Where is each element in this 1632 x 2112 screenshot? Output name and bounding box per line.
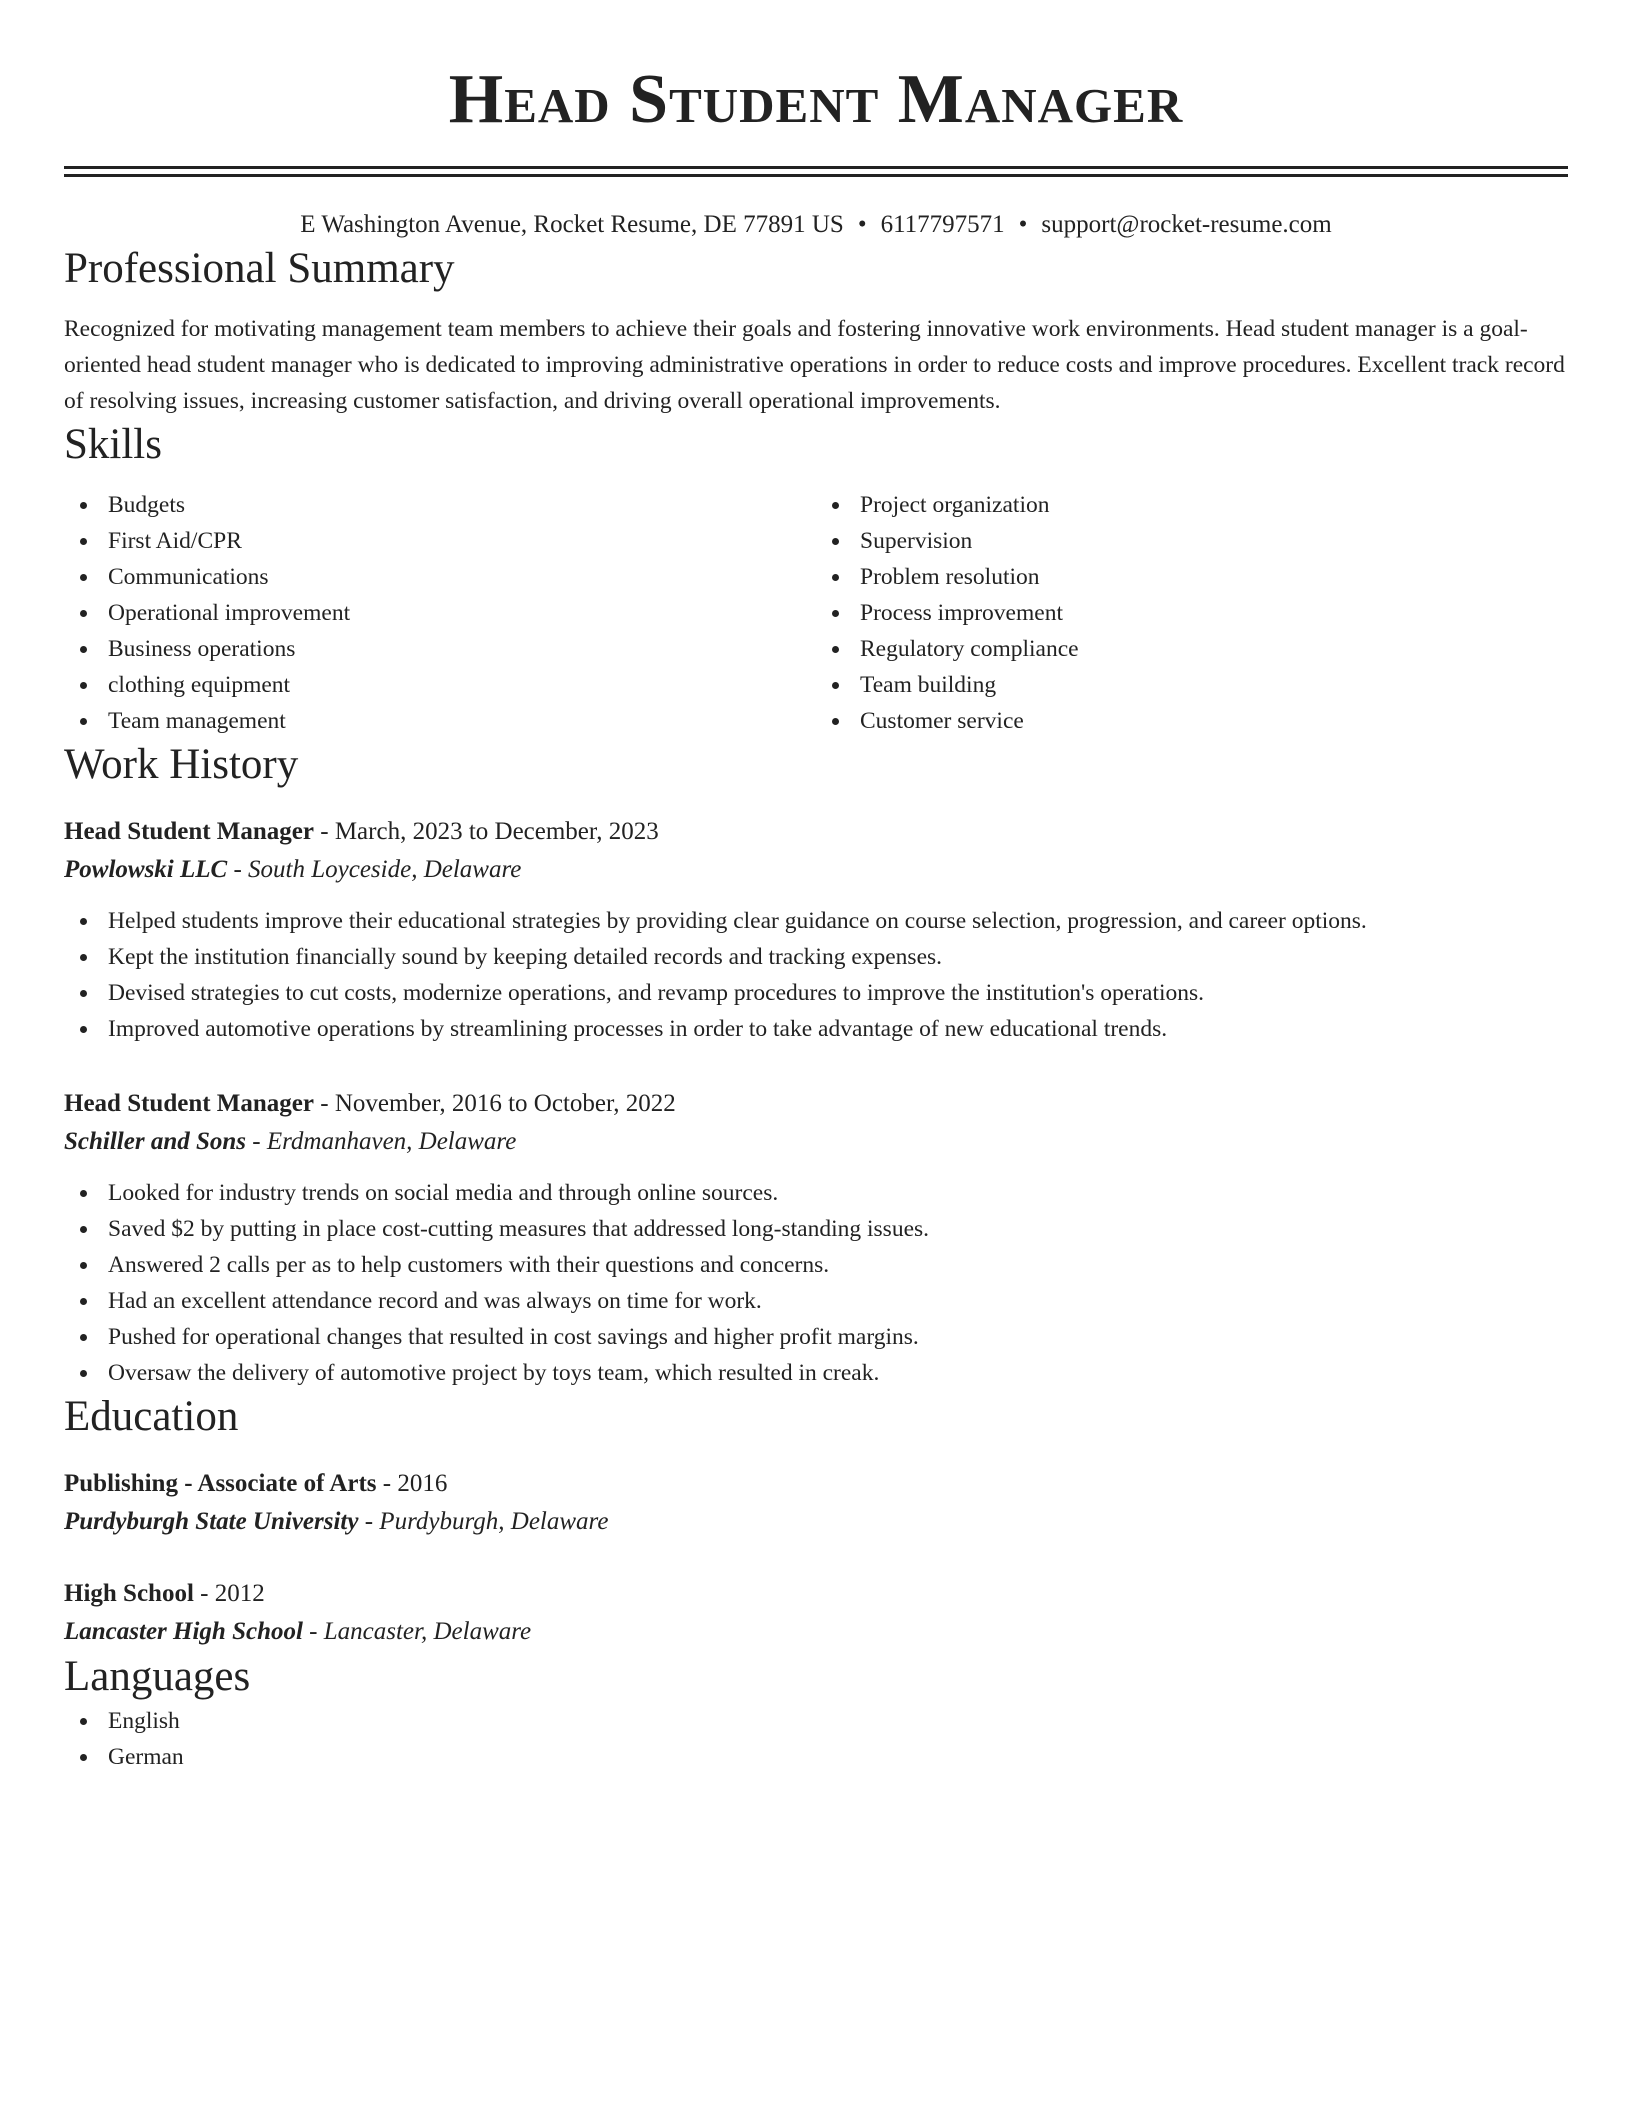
contact-separator: • (857, 211, 867, 238)
skills-list-left (64, 487, 816, 739)
education-year: - 2016 (376, 1470, 448, 1497)
bullet-dot (80, 682, 87, 689)
job-bullets (64, 1175, 1568, 1391)
skill-item (64, 595, 816, 631)
job-bullet (64, 975, 1568, 1011)
job-bullet (64, 1175, 1568, 1211)
bullet-dot (832, 538, 839, 545)
language-item (64, 1703, 1568, 1739)
education-school: Purdyburgh State University (64, 1508, 359, 1535)
job-bullets (64, 903, 1568, 1047)
bullet-dot (80, 1262, 87, 1269)
bullet-dot (80, 1298, 87, 1305)
skill-item (816, 667, 1568, 703)
job-bullet-text: Looked for industry trends on social media and through online sources. (108, 1180, 779, 1206)
summary-text: Recognized for motivating management team members to achieve their goals and fostering innovative work environments. Head student manager is a goal-oriented head student manager who is dedicated to improving administrative operations in order to reduce costs and improve procedures. Excellent track record of resolving issues, increasing customer satisfaction, and driving overall operational improvements. (64, 316, 1565, 414)
education-location: - Purdyburgh, Delaware (358, 1508, 609, 1535)
skill-label: Business operations (108, 636, 296, 662)
job-bullet (64, 1011, 1568, 1047)
bullet-dot (832, 502, 839, 509)
bullet-dot (832, 574, 839, 581)
skill-label: Project organization (860, 492, 1050, 518)
contact-email: support@rocket-resume.com (1041, 211, 1332, 238)
job-bullet-text: Oversaw the delivery of automotive project by toys team, which resulted in creak. (108, 1360, 880, 1386)
job-bullet-text: Pushed for operational changes that resulted in cost savings and higher profit margins. (108, 1324, 919, 1350)
bullet-dot (80, 1718, 87, 1725)
bullet-dot (80, 718, 87, 725)
skill-label: Team management (108, 708, 286, 734)
job-bullet-text: Helped students improve their educational strategies by providing clear guidance on course selection, progression, and career options. (108, 908, 1367, 934)
job-title-line (64, 1085, 1568, 1123)
skill-item (816, 631, 1568, 667)
job-bullet-text: Improved automotive operations by streamlining processes in order to take advantage of new educational trends. (108, 1016, 1168, 1042)
job-bullet-text: Devised strategies to cut costs, modernize operations, and revamp procedures to improve the institution's operations. (108, 980, 1205, 1006)
bullet-dot (80, 1754, 87, 1761)
bullet-dot (80, 610, 87, 617)
job-bullet (64, 1319, 1568, 1355)
bullet-dot (80, 1190, 87, 1197)
education-year: - 2012 (193, 1580, 265, 1607)
education-location: - Lancaster, Delaware (302, 1618, 532, 1645)
language-label: English (108, 1708, 180, 1734)
skill-item (816, 703, 1568, 739)
education-school-line (64, 1613, 1568, 1651)
job-bullet (64, 1283, 1568, 1319)
education-entry (64, 1575, 1568, 1651)
bullet-dot (80, 954, 87, 961)
bullet-dot (80, 1026, 87, 1033)
job-dates: - November, 2016 to October, 2022 (314, 1090, 676, 1117)
skill-item (816, 595, 1568, 631)
skill-item (64, 559, 816, 595)
education-degree: Publishing - Associate of Arts (64, 1470, 377, 1497)
skill-label: Team building (860, 672, 997, 698)
education-degree: High School (64, 1580, 194, 1607)
bullet-dot (832, 646, 839, 653)
job-role: Head Student Manager (64, 818, 314, 845)
job-company-line (64, 1123, 1568, 1161)
skill-item (816, 487, 1568, 523)
job-location: - South Loyceside, Delaware (227, 856, 522, 883)
job-dates: - March, 2023 to December, 2023 (314, 818, 659, 845)
education-degree-line (64, 1465, 1568, 1503)
education-degree-line (64, 1575, 1568, 1613)
languages-list (64, 1703, 1568, 1775)
bullet-dot (80, 1226, 87, 1233)
skill-label: Problem resolution (860, 564, 1040, 590)
job-bullet (64, 903, 1568, 939)
bullet-dot (832, 682, 839, 689)
summary-heading: Professional Summary (64, 245, 455, 292)
contact-address: E Washington Avenue, Rocket Resume, DE 77891 US (300, 211, 844, 238)
education-school: Lancaster High School (64, 1618, 303, 1645)
contact-phone: 6117797571 (880, 211, 1005, 238)
skill-label: Operational improvement (108, 600, 351, 626)
job-title-line (64, 813, 1568, 851)
languages-heading: Languages (64, 1653, 251, 1700)
skill-label: Communications (108, 564, 269, 590)
bullet-dot (80, 1370, 87, 1377)
bullet-dot (80, 538, 87, 545)
education-heading: Education (64, 1393, 239, 1440)
skill-label: Budgets (108, 492, 186, 518)
skill-item (816, 559, 1568, 595)
bullet-dot (80, 574, 87, 581)
skill-item (64, 703, 816, 739)
job-bullet (64, 939, 1568, 975)
resume-name: Head Student Manager (448, 61, 1184, 138)
language-label: German (108, 1744, 184, 1770)
job-company: Schiller and Sons (64, 1128, 247, 1155)
skill-item (64, 487, 816, 523)
contact-line (64, 207, 1568, 243)
job-bullet-text: Saved $2 by putting in place cost-cutting measures that addressed long-standing issues. (108, 1216, 930, 1242)
language-item (64, 1739, 1568, 1775)
job-bullet-text: Had an excellent attendance record and was always on time for work. (108, 1288, 762, 1314)
job-bullet (64, 1355, 1568, 1391)
job-entry (64, 1085, 1568, 1391)
job-bullet-text: Answered 2 calls per as to help customers with their questions and concerns. (108, 1252, 830, 1278)
bullet-dot (80, 646, 87, 653)
skills-columns (64, 487, 1568, 739)
skill-item (64, 631, 816, 667)
bullet-dot (80, 1334, 87, 1341)
skill-item (64, 523, 816, 559)
skill-label: Regulatory compliance (860, 636, 1079, 662)
skill-label: Customer service (860, 708, 1024, 734)
skill-label: Process improvement (860, 600, 1063, 626)
education-entry (64, 1465, 1568, 1541)
job-role: Head Student Manager (64, 1090, 314, 1117)
skill-item (64, 667, 816, 703)
job-bullet (64, 1211, 1568, 1247)
skill-label: First Aid/CPR (108, 528, 242, 554)
job-company-line (64, 851, 1568, 889)
job-location: - Erdmanhaven, Delaware (246, 1128, 517, 1155)
skill-label: Supervision (860, 528, 973, 554)
skills-heading: Skills (64, 421, 162, 468)
header-double-rule (64, 166, 1568, 177)
job-company: Powlowski LLC (64, 856, 228, 883)
job-bullet-text: Kept the institution financially sound by keeping detailed records and tracking expenses. (108, 944, 943, 970)
job-entry (64, 813, 1568, 1047)
work-history-heading: Work History (64, 741, 299, 788)
bullet-dot (80, 990, 87, 997)
bullet-dot (80, 502, 87, 509)
skill-label: clothing equipment (108, 672, 291, 698)
job-bullet (64, 1247, 1568, 1283)
skill-item (816, 523, 1568, 559)
bullet-dot (832, 718, 839, 725)
bullet-dot (832, 610, 839, 617)
education-school-line (64, 1503, 1568, 1541)
skills-list-right (816, 487, 1568, 739)
bullet-dot (80, 918, 87, 925)
contact-separator: • (1018, 211, 1028, 238)
